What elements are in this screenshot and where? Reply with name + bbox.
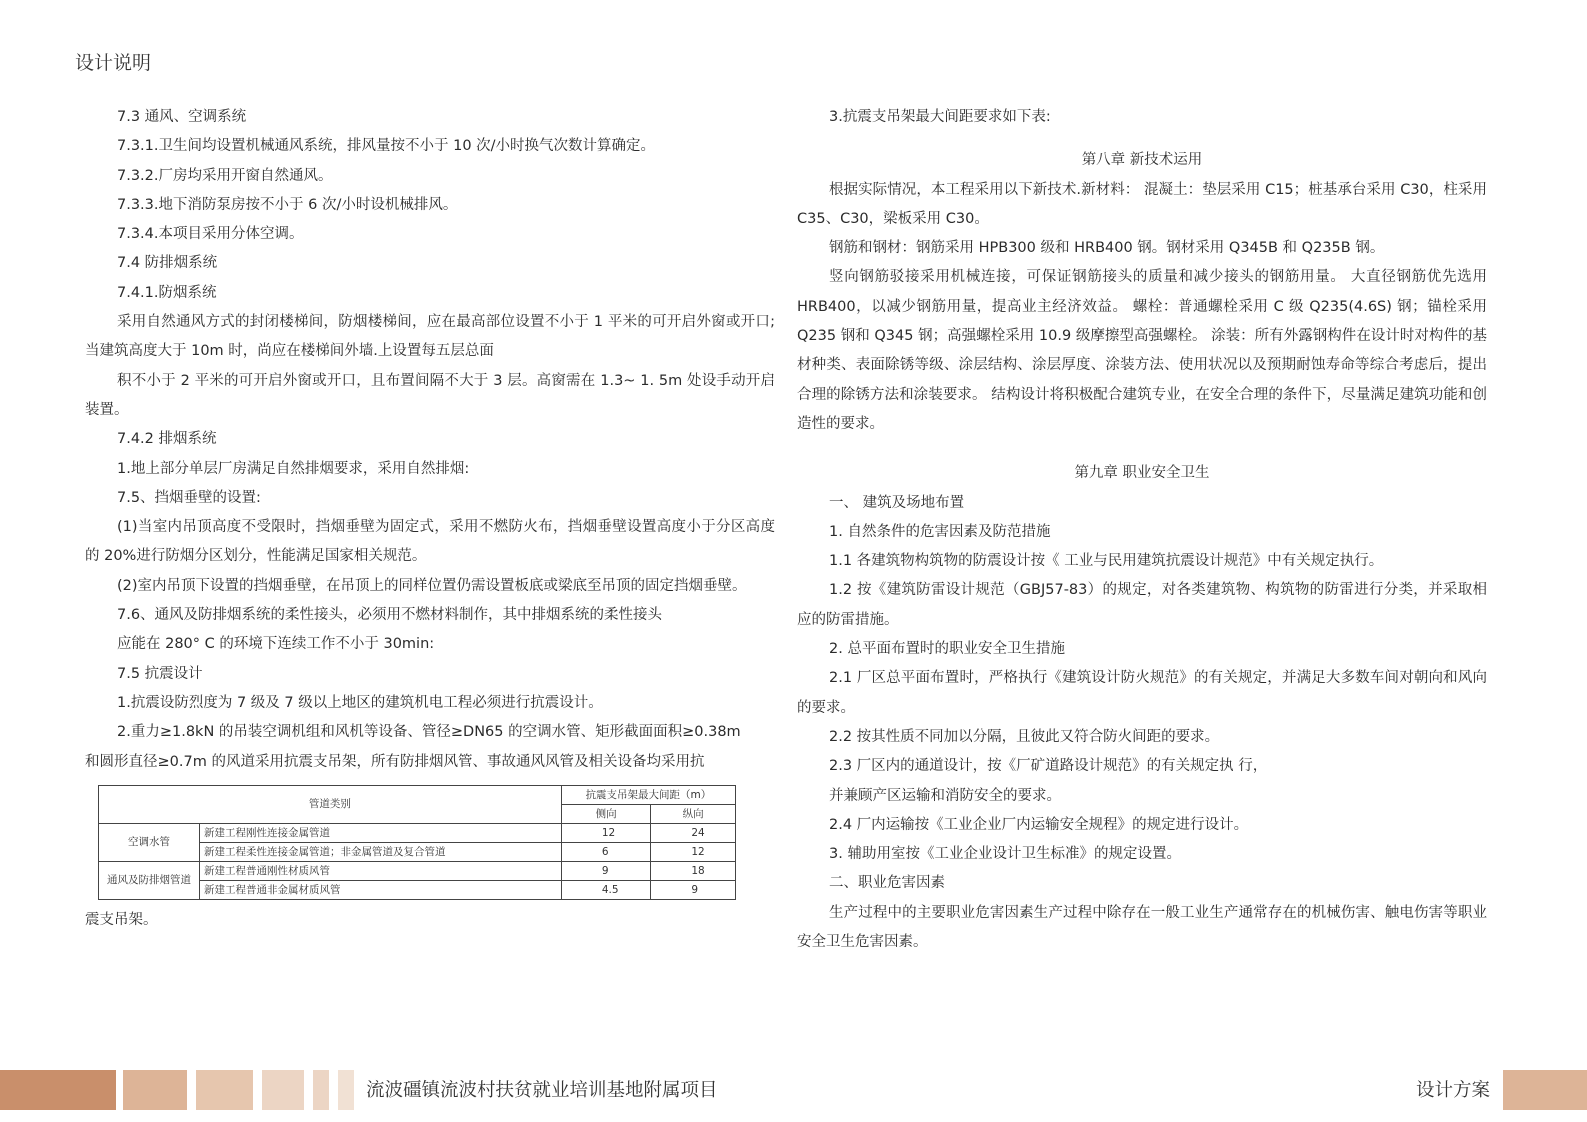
section-heading: 7.4 防排烟系统 <box>117 255 218 272</box>
left-column <box>85 103 775 935</box>
paragraph: 1.地上部分单层厂房满足自然排烟要求，采用自然排烟: <box>117 460 470 477</box>
table-cell: 4.5 <box>561 880 650 899</box>
table-cell: 新建工程柔性连接金属管道；非金属管道及复合管道 <box>200 842 562 861</box>
table-cell: 新建工程普通刚性材质风管 <box>200 861 562 880</box>
paragraph: 积不小于 2 平米的可开启外窗或开口，且布置间隔不大于 3 层。高窗需在 1.3~ 1. 5m 处设手动开启装置。 <box>85 372 775 418</box>
paragraph: 7.3.1.卫生间均设置机械通风系统，排风量按不小于 10 次/小时换气次数计算确定。 <box>117 138 656 155</box>
paragraph: 震支吊架。 <box>85 911 158 928</box>
table-header-spacing: 抗震支吊架最大间距（m） <box>561 785 735 804</box>
paragraph: 2.3 厂区内的通道设计，按《厂矿道路设计规范》的有关规定执 行， <box>829 758 1268 775</box>
footer-color-block <box>338 1070 354 1110</box>
paragraph: 钢筋和钢材：钢筋采用 HPB300 级和 HRB400 钢。钢材采用 Q345B 和 Q235B 钢。 <box>829 240 1385 257</box>
paragraph: 7.5、挡烟垂壁的设置: <box>117 489 261 506</box>
footer-color-block <box>196 1070 253 1110</box>
table-cell: 18 <box>651 861 736 880</box>
paragraph: (2)室内吊顶下设置的挡烟垂壁，在吊顶上的同样位置仍需设置板底或梁底至吊顶的固定挡烟垂壁。 <box>117 577 747 594</box>
table-header-type: 管道类别 <box>99 785 562 823</box>
paragraph: 7.6、通风及防排烟系统的柔性接头，必须用不燃材料制作，其中排烟系统的柔性接头 <box>117 607 663 624</box>
footer-color-block <box>123 1070 187 1110</box>
section-heading: 7.4.1.防烟系统 <box>117 284 217 301</box>
table-group-label: 空调水管 <box>99 823 200 861</box>
paragraph: 竖向钢筋驳接采用机械连接，可保证钢筋接头的质量和减少接头的钢筋用量。 大直径钢筋优先选用 HRB400，以减少钢筋用量，提高业主经济效益。 螺栓：普通螺栓采用 C 级 Q235(4.6S) 钢；锚栓采用 Q235 钢和 Q345 钢；高强螺栓采用 10.9 级摩擦型高强螺栓。 涂装：所有外露钢构件在设计时对构件的基材种类、表面除锈等级、涂层结构、涂层厚度、涂装方法、使用状况以及预期耐蚀寿命等综合考虑后，提出合理的除锈方法和涂装要求。 结构设计将积极配合建筑专业，在安全合理的条件下，尽量满足建筑功能和创造性的要求。 <box>797 269 1487 432</box>
paragraph: 1.1 各建筑物构筑物的防震设计按《 工业与民用建筑抗震设计规范》中有关规定执行。 <box>829 553 1384 570</box>
section-heading: 7.5 抗震设计 <box>117 665 203 682</box>
paragraph: 根据实际情况，本工程采用以下新技术.新材料： 混凝土：垫层采用 C15；桩基承台采用 C30，柱采用 C35、C30，梁板采用 C30。 <box>797 181 1487 227</box>
table-cell: 24 <box>651 823 736 842</box>
paragraph: 1.2 按《建筑防雷设计规范（GBJ57-83）的规定，对各类建筑物、构筑物的防雷进行分类，并采取相应的防雷措施。 <box>797 582 1487 628</box>
paragraph: 2.1 厂区总平面布置时，严格执行《建筑设计防火规范》的有关规定，并满足大多数车间对朝向和风向的要求。 <box>797 670 1487 716</box>
seismic-spacing-table <box>98 785 736 900</box>
paragraph: 3.抗震支吊架最大间距要求如下表: <box>829 109 1051 125</box>
project-name: 流波礓镇流波村扶贫就业培训基地附属项目 <box>366 1080 718 1101</box>
footer-color-block <box>313 1070 329 1110</box>
paragraph: 2.重力≥1.8kN 的吊装空调机组和风机等设备、管径≥DN65 的空调水管、矩形截面面积≥0.38m <box>117 724 741 741</box>
table-cell: 12 <box>561 823 650 842</box>
table-cell: 12 <box>651 842 736 861</box>
table-header-longitudinal: 纵向 <box>651 804 736 823</box>
table-cell: 新建工程普通非金属材质风管 <box>200 880 562 899</box>
section-heading: 一、 建筑及场地布置 <box>829 494 965 511</box>
paragraph: 1.抗震设防烈度为 7 级及 7 级以上地区的建筑机电工程必须进行抗震设计。 <box>117 694 603 711</box>
table-cell: 新建工程刚性连接金属管道 <box>200 823 562 842</box>
paragraph: 2.4 厂内运输按《工业企业厂内运输安全规程》的规定进行设计。 <box>829 816 1249 833</box>
section-heading: 7.4.2 排烟系统 <box>117 431 217 448</box>
table-cell: 9 <box>651 880 736 899</box>
right-column <box>797 103 1487 957</box>
paragraph: 并兼顾产区运输和消防安全的要求。 <box>829 787 1061 804</box>
table-row <box>99 823 736 842</box>
paragraph: 7.3.4.本项目采用分体空调。 <box>117 226 304 243</box>
table-row <box>99 861 736 880</box>
paragraph: 1. 自然条件的危害因素及防范措施 <box>829 523 1051 540</box>
page-title: 设计说明 <box>75 52 152 74</box>
paragraph: 2.2 按其性质不同加以分隔，且彼此又符合防火间距的要求。 <box>829 728 1220 745</box>
seismic-spacing-table-figure <box>98 785 775 900</box>
paragraph: 3. 辅助用室按《工业企业设计卫生标准》的规定设置。 <box>829 846 1181 863</box>
paragraph: 生产过程中的主要职业危害因素生产过程中除存在一般工业生产通常存在的机械伤害、触电伤害等职业安全卫生危害因素。 <box>797 904 1487 951</box>
chapter-heading: 第九章 职业安全卫生 <box>1074 465 1210 482</box>
paragraph: 2. 总平面布置时的职业安全卫生措施 <box>829 641 1065 658</box>
paragraph: 7.3.2.厂房均采用开窗自然通风。 <box>117 167 333 184</box>
footer-label: 设计方案 <box>1416 1080 1491 1101</box>
table-group-label: 通风及防排烟管道 <box>99 861 200 899</box>
footer-color-block <box>0 1070 116 1110</box>
paragraph: 和圆形直径≥0.7m 的风道采用抗震支吊架，所有防排烟风管、事故通风风管及相关设备均采用抗 <box>85 753 705 770</box>
section-heading: 二、职业危害因素 <box>829 875 945 892</box>
paragraph: (1)当室内吊顶高度不受限时，挡烟垂壁为固定式，采用不燃防火布，挡烟垂壁设置高度小于分区高度的 20%进行防烟分区划分，性能满足国家相关规范。 <box>85 519 775 565</box>
table-header-lateral: 侧向 <box>561 804 650 823</box>
chapter-heading: 第八章 新技术运用 <box>1081 152 1203 169</box>
section-heading: 7.3 通风、空调系统 <box>117 109 247 125</box>
footer-bar <box>0 1070 1587 1110</box>
paragraph: 采用自然通风方式的封闭楼梯间，防烟楼梯间，应在最高部位设置不小于 1 平米的可开启外窗或开口;当建筑高度大于 10m 时，尚应在楼梯间外墙.上设置每五层总面 <box>85 314 775 360</box>
footer-color-block <box>262 1070 304 1110</box>
table-cell: 9 <box>561 861 650 880</box>
paragraph: 7.3.3.地下消防泵房按不小于 6 次/小时设机械排风。 <box>117 196 458 213</box>
paragraph: 应能在 280° C 的环境下连续工作不小于 30min: <box>117 636 435 653</box>
footer-color-block <box>1503 1070 1587 1110</box>
table-cell: 6 <box>561 842 650 861</box>
